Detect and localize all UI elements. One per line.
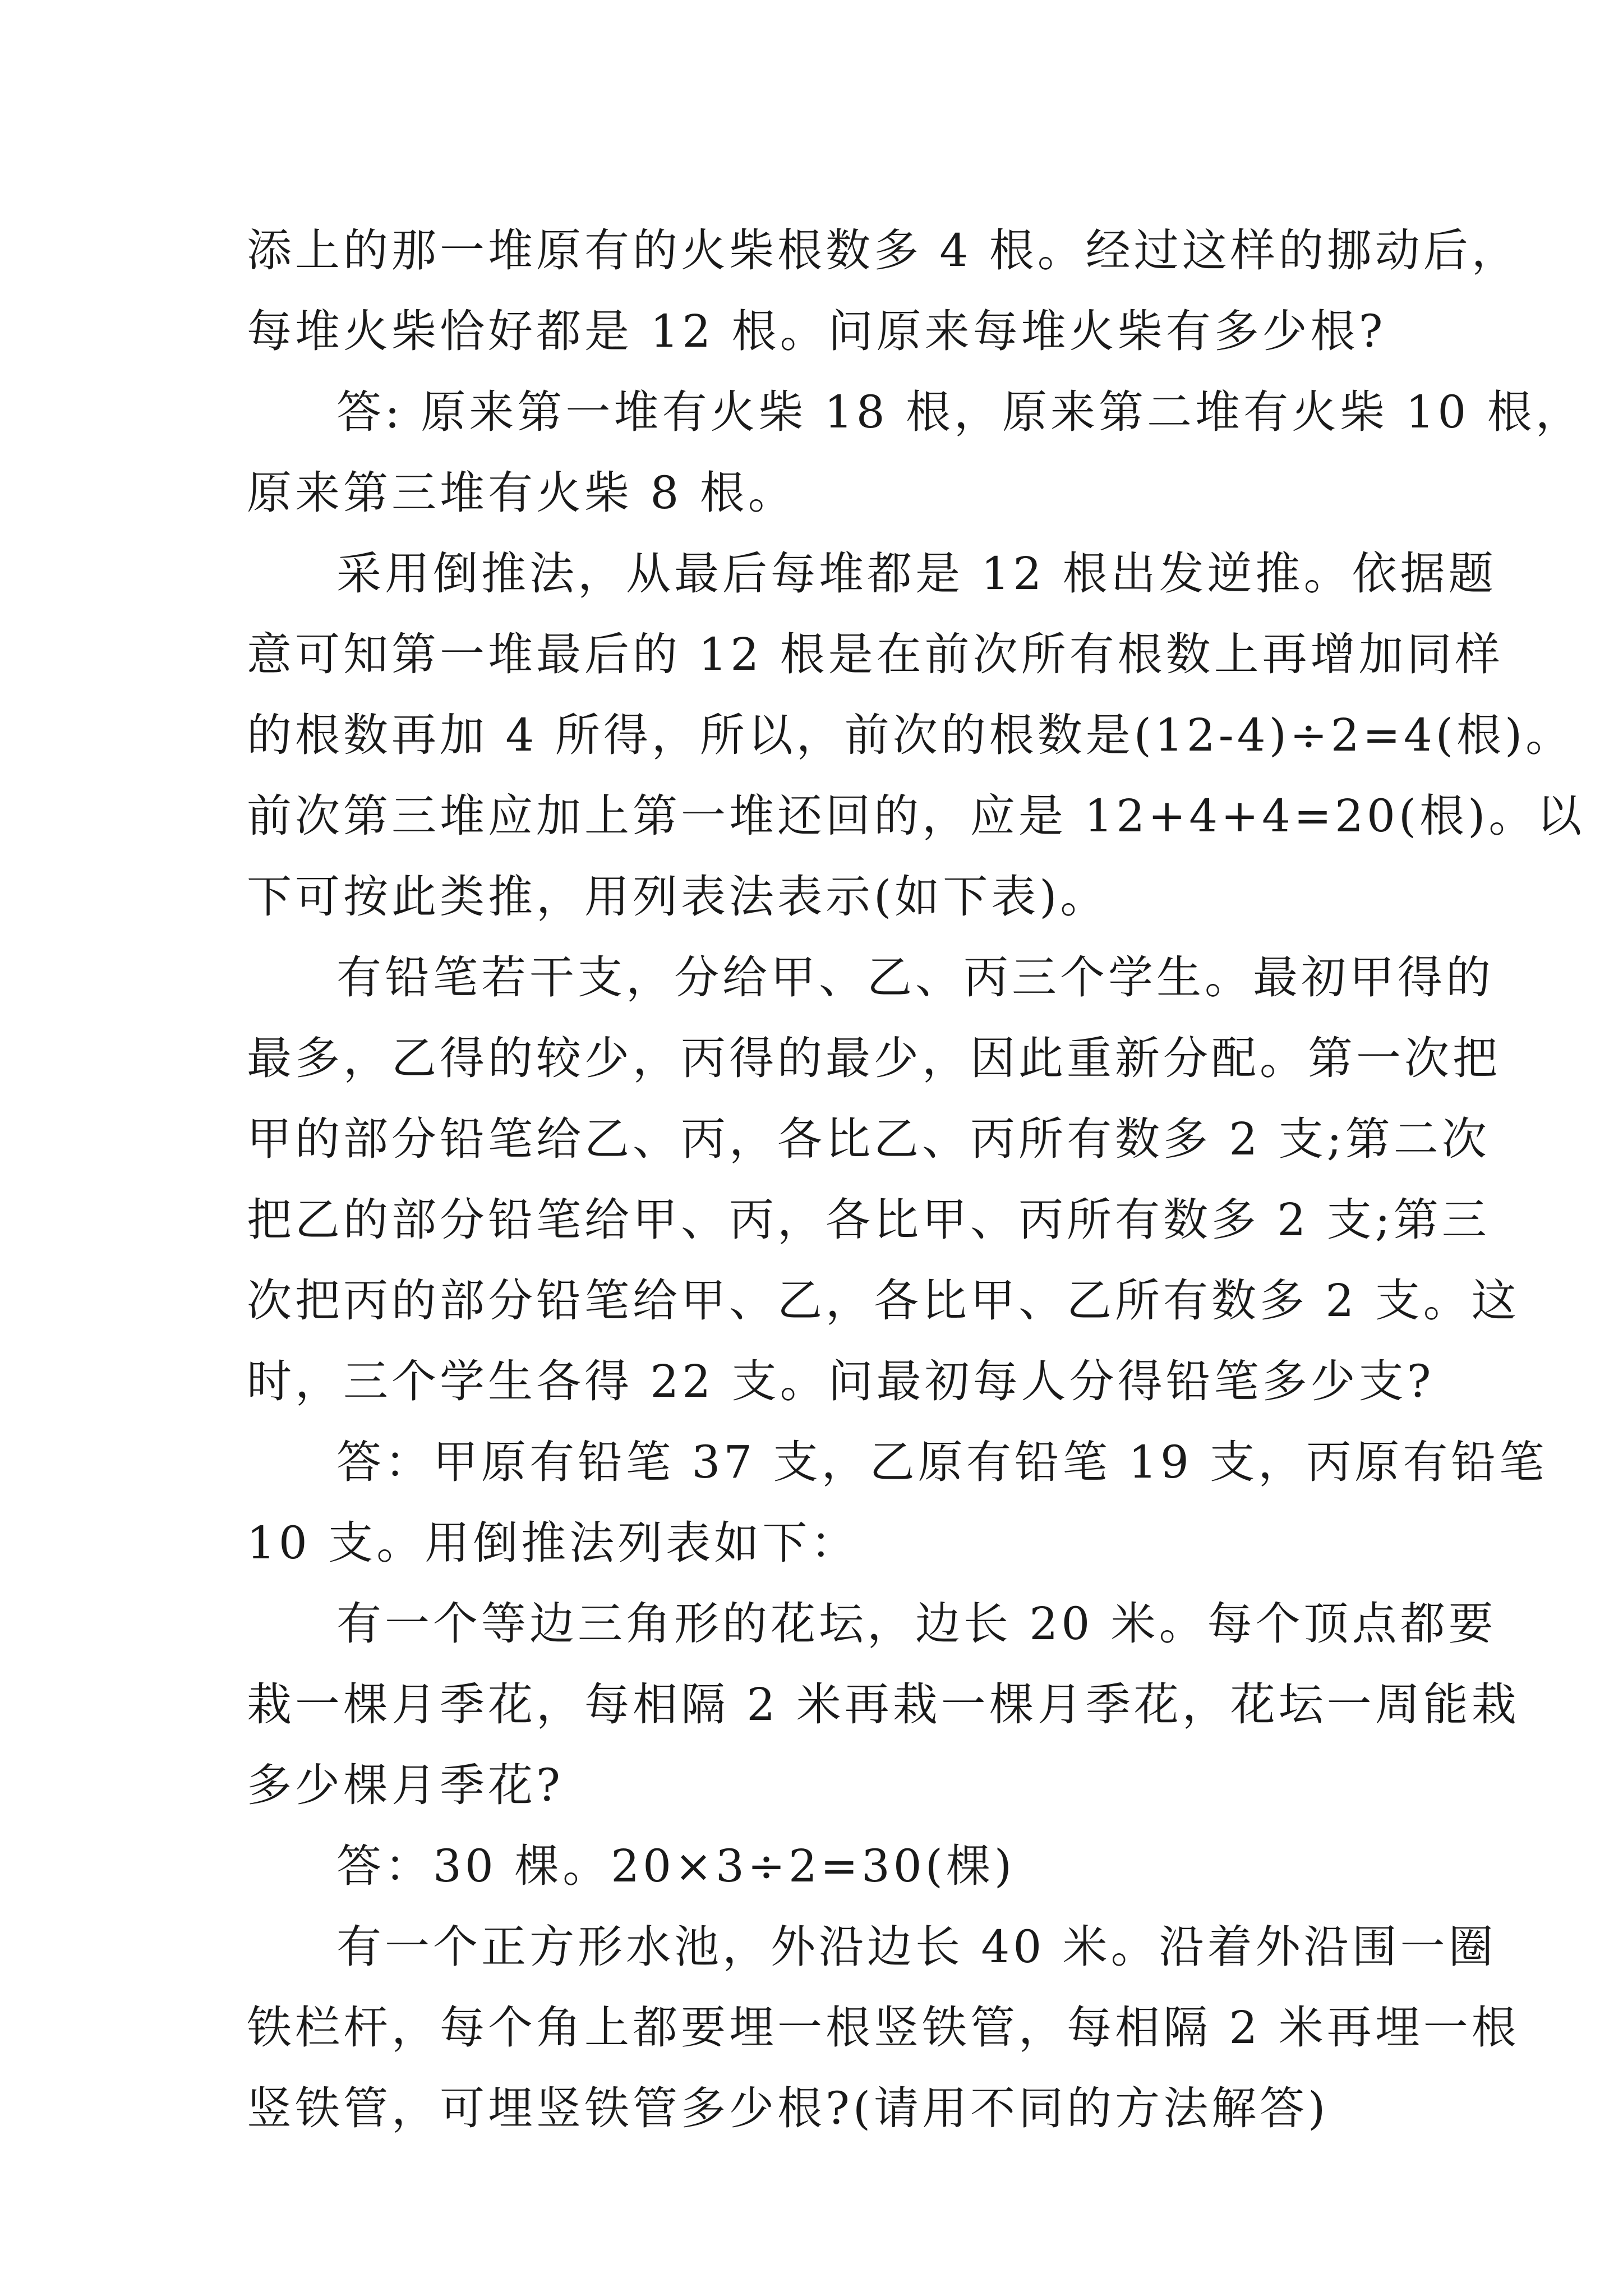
answer-line: 答：甲原有铅笔 37 支，乙原有铅笔 19 支，丙原有铅笔 xyxy=(336,1436,1548,1488)
text-line: 把乙的部分铅笔给甲、丙，各比甲、丙所有数多 2 支;第三 xyxy=(247,1194,1490,1246)
text-line: 竖铁管，可埋竖铁管多少根?(请用不同的方法解答) xyxy=(247,2082,1329,2134)
answer-line: 答: 原来第一堆有火柴 18 根，原来第二堆有火柴 10 根， xyxy=(336,386,1584,438)
paragraph-start-line: 采用倒推法，从最后每堆都是 12 根出发逆推。依据题 xyxy=(336,547,1497,600)
text-line: 多少棵月季花? xyxy=(247,1759,564,1811)
text-line: 的根数再加 4 所得，所以，前次的根数是(12-4)÷2=4(根)。 xyxy=(247,709,1574,761)
text-line: 每堆火柴恰好都是 12 根。问原来每堆火柴有多少根? xyxy=(247,305,1386,357)
text-line: 铁栏杆，每个角上都要埋一根竖铁管，每相隔 2 米再埋一根 xyxy=(247,2001,1520,2054)
document-page xyxy=(247,210,1585,2149)
text-line: 甲的部分铅笔给乙、丙，各比乙、丙所有数多 2 支;第二次 xyxy=(247,1113,1490,1165)
text-line: 前次第三堆应加上第一堆还回的，应是 12+4+4=20(根)。以 xyxy=(247,790,1585,842)
paragraph-start-line: 有一个正方形水池，外沿边长 40 米。沿着外沿围一圈 xyxy=(336,1921,1497,1973)
text-line: 时，三个学生各得 22 支。问最初每人分得铅笔多少支? xyxy=(247,1355,1435,1407)
text-line: 栽一棵月季花，每相隔 2 米再栽一棵月季花，花坛一周能栽 xyxy=(247,1678,1520,1731)
text-line: 添上的那一堆原有的火柴根数多 4 根。经过这样的挪动后， xyxy=(247,224,1520,277)
text-line: 意可知第一堆最后的 12 根是在前次所有根数上再增加同样 xyxy=(247,628,1504,680)
text-line: 下可按此类推，用列表法表示(如下表)。 xyxy=(247,871,1109,923)
text-line: 次把丙的部分铅笔给甲、乙，各比甲、乙所有数多 2 支。这 xyxy=(247,1274,1520,1327)
text-line: 原来第三堆有火柴 8 根。 xyxy=(247,467,796,519)
paragraph-start-line: 有铅笔若干支，分给甲、乙、丙三个学生。最初甲得的 xyxy=(336,951,1494,1004)
paragraph-start-line: 有一个等边三角形的花坛，边长 20 米。每个顶点都要 xyxy=(336,1598,1497,1650)
text-line: 最多，乙得的较少，丙得的最少，因此重新分配。第一次把 xyxy=(247,1032,1501,1084)
answer-line: 答：30 棵。20×3÷2=30(棵) xyxy=(336,1840,1016,1892)
text-line: 10 支。用倒推法列表如下： xyxy=(247,1517,859,1569)
